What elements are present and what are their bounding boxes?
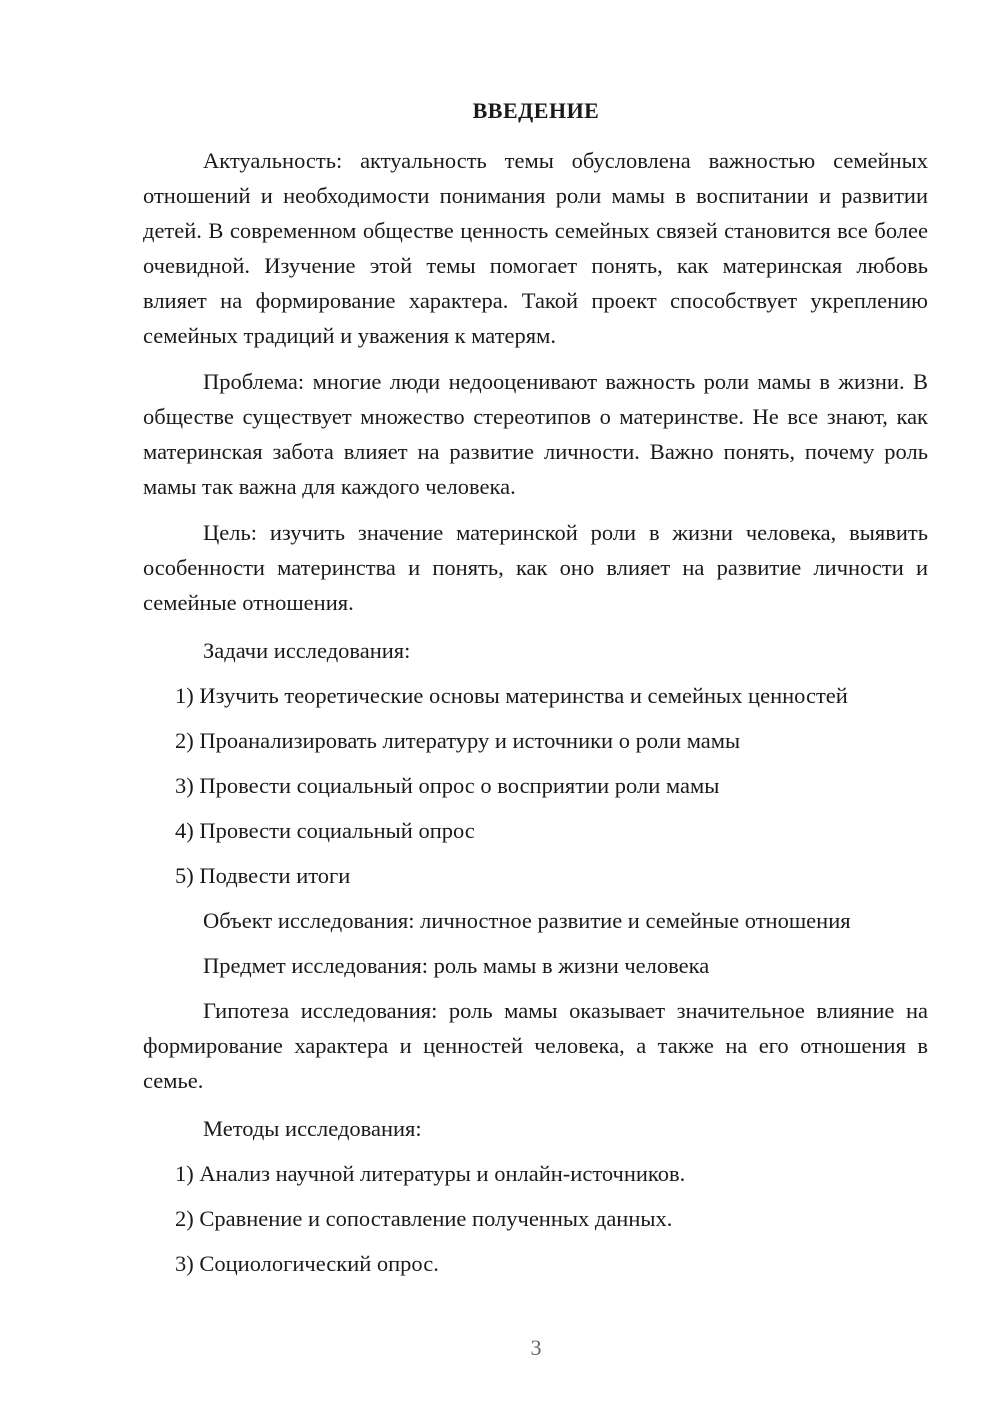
methods-list	[143, 1156, 928, 1281]
paragraph-relevance: Актуальность: актуальность темы обусловлена важностью семейных отношений и необходимости понимания роли мамы в воспитании и развитии детей. В современном обществе ценность семейных связей становится все более очевидной. Изучение этой темы помогает понять, как материнская любовь влияет на формирование характера. Такой проект способствует укреплению семейных традиций и уважения к матерям.	[143, 148, 928, 348]
list-item: 1) Изучить теоретические основы материнства и семейных ценностей	[175, 683, 848, 708]
list-item: 2) Проанализировать литературу и источники о роли мамы	[175, 728, 741, 753]
object-line: Объект исследования: личностное развитие и семейные отношения	[203, 908, 851, 933]
page-number: 3	[530, 1335, 542, 1360]
list-item: 3) Социологический опрос.	[175, 1251, 439, 1276]
paragraph-hypothesis: Гипотеза исследования: роль мамы оказывает значительное влияние на формирование характера и ценностей человека, а также на его отношения в семье.	[143, 998, 928, 1093]
document-body	[143, 143, 928, 1281]
page-title: ВВЕДЕНИЕ	[472, 98, 600, 123]
list-item: 5) Подвести итоги	[175, 863, 351, 888]
tasks-list	[143, 678, 928, 893]
list-item: 4) Провести социальный опрос	[175, 818, 475, 843]
paragraph-problem: Проблема: многие люди недооценивают важность роли мамы в жизни. В обществе существует множество стереотипов о материнстве. Не все знают, как материнская забота влияет на развитие личности. Важно понять, почему роль мамы так важна для каждого человека.	[143, 369, 928, 499]
paragraph-goal: Цель: изучить значение материнской роли в жизни человека, выявить особенности материнства и понять, как оно влияет на развитие личности и семейные отношения.	[143, 520, 928, 615]
tasks-label: Задачи исследования:	[203, 638, 411, 663]
methods-label: Методы исследования:	[203, 1116, 422, 1141]
list-item: 2) Сравнение и сопоставление полученных данных.	[175, 1206, 673, 1231]
subject-line: Предмет исследования: роль мамы в жизни человека	[203, 953, 710, 978]
list-item: 3) Провести социальный опрос о восприятии роли мамы	[175, 773, 720, 798]
list-item: 1) Анализ научной литературы и онлайн-источников.	[175, 1161, 686, 1186]
